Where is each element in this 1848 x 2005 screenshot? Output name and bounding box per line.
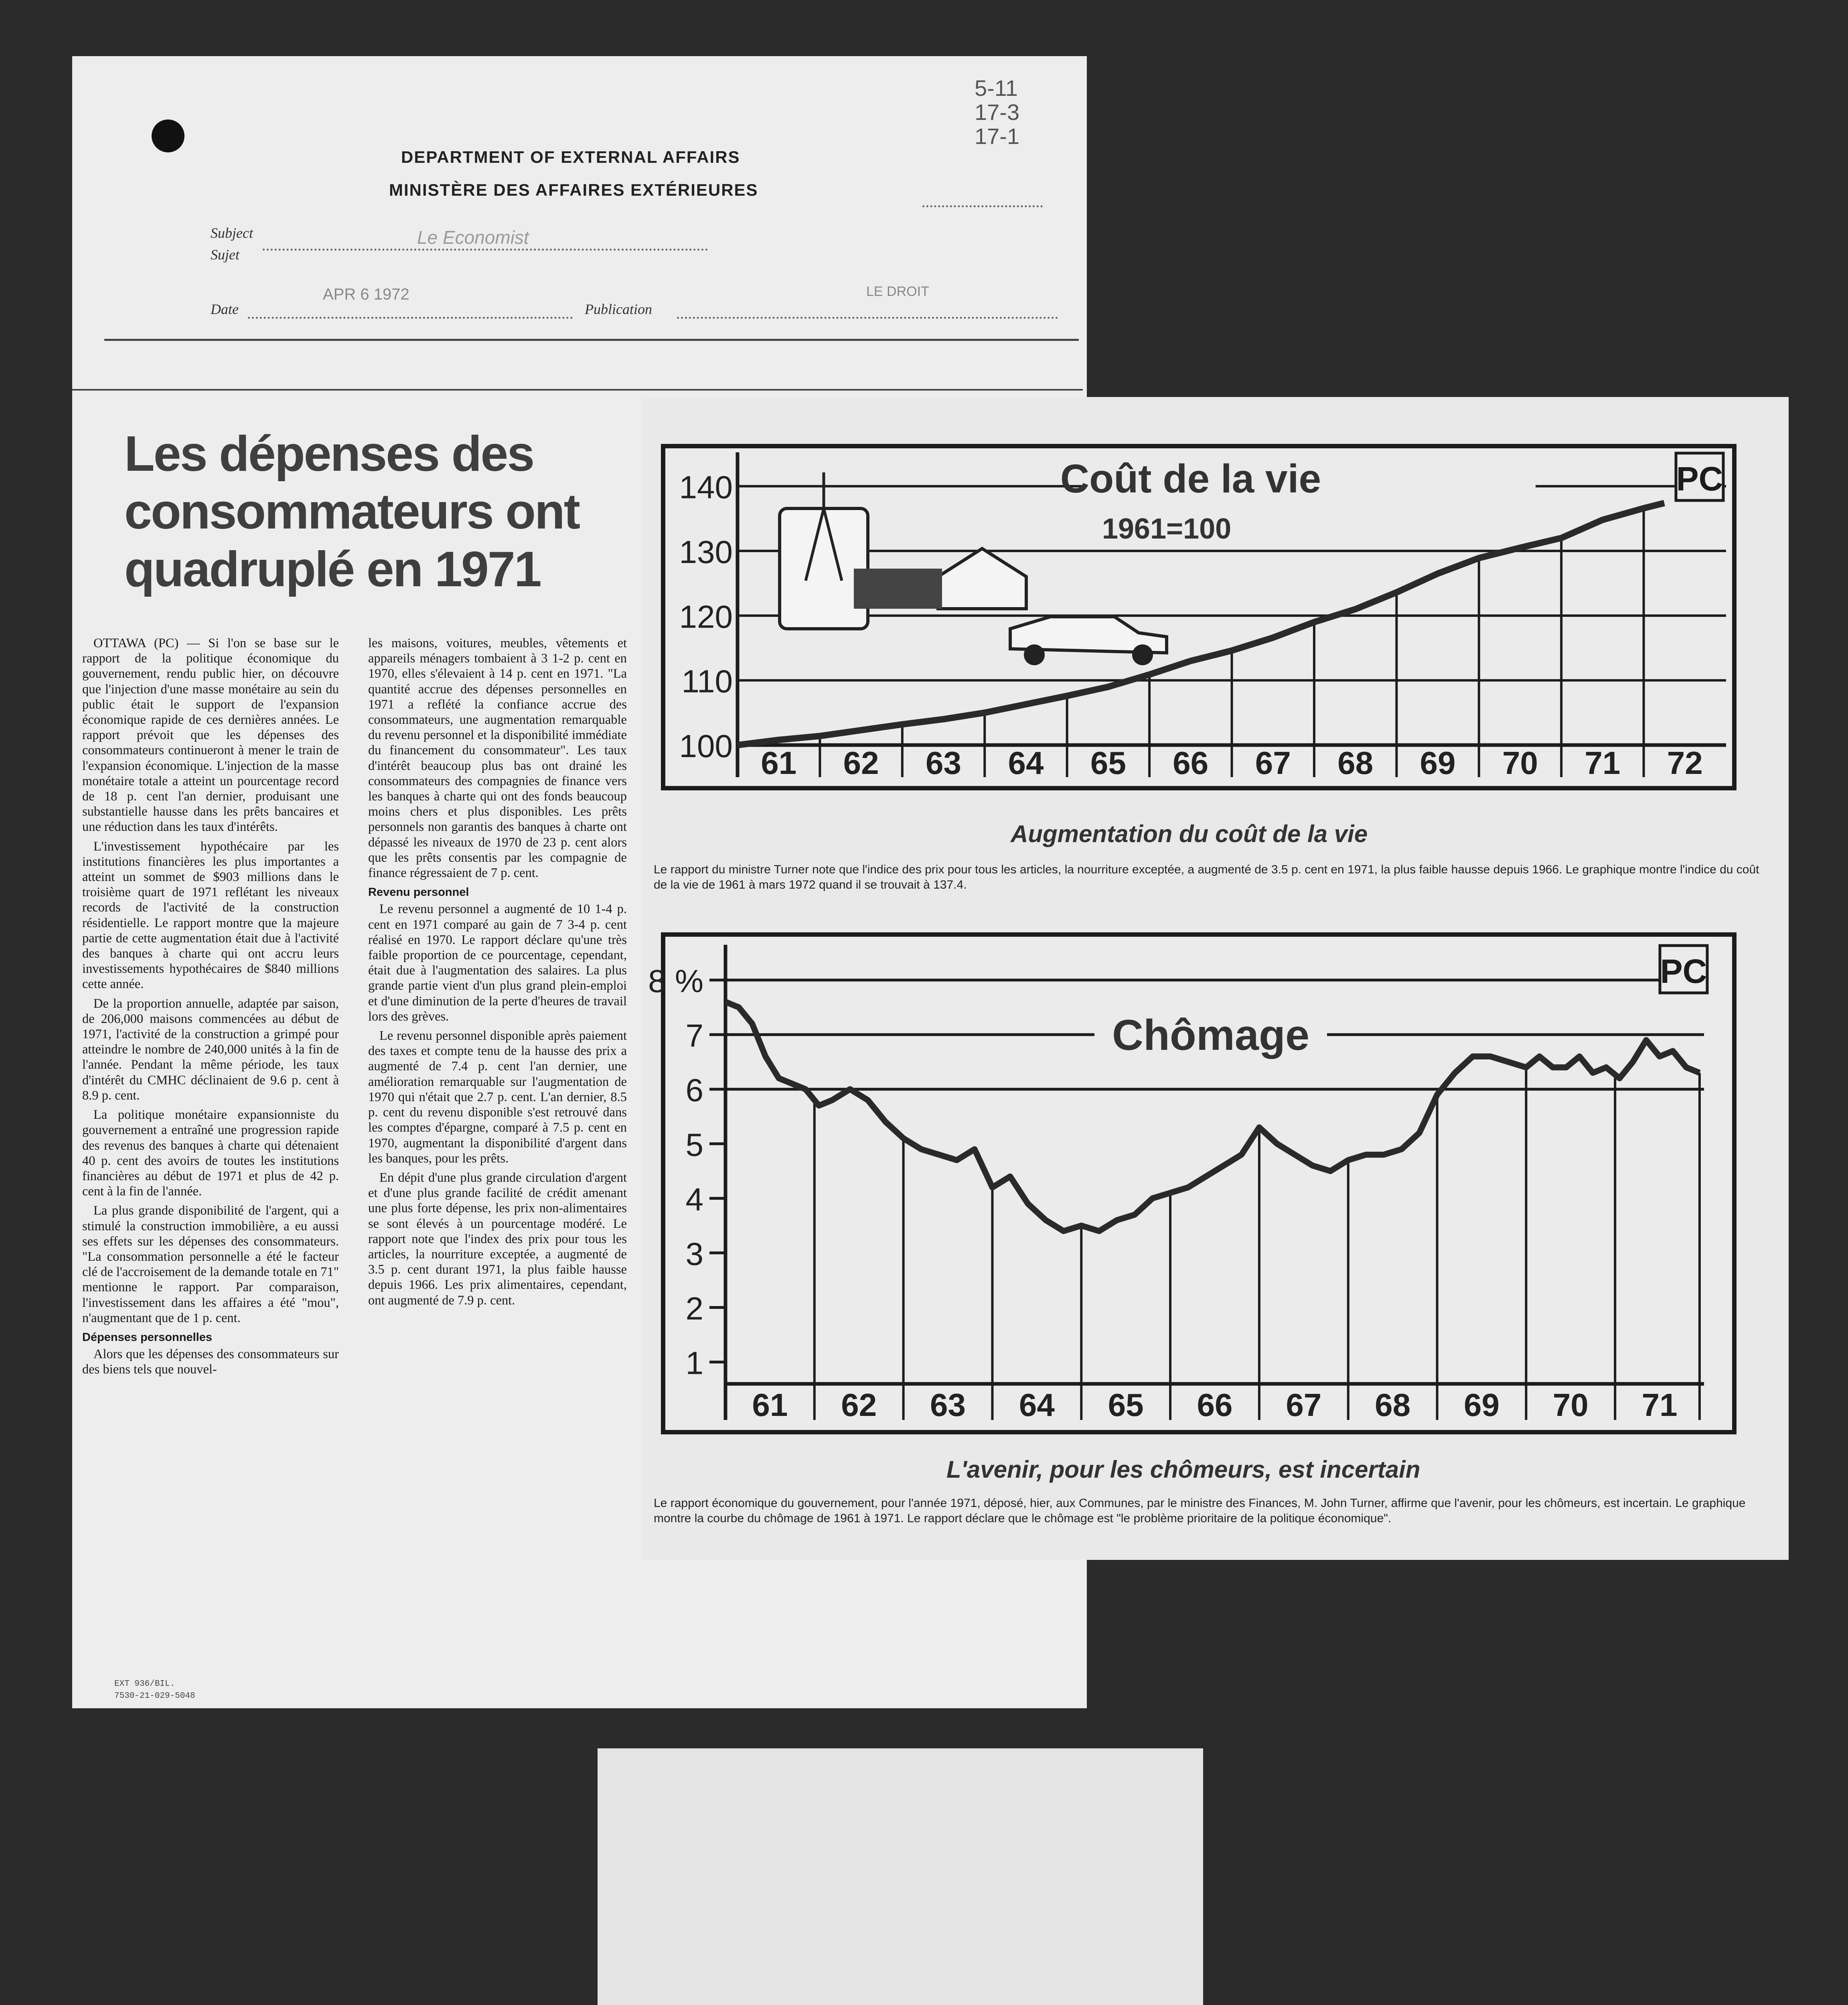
cost-of-living-chart	[661, 444, 1737, 790]
x-tick-label: 64	[1019, 1387, 1055, 1423]
date-dotline	[248, 317, 573, 319]
x-tick-label: 62	[841, 1387, 877, 1423]
x-tick-label: 61	[761, 745, 797, 781]
punch-hole	[152, 119, 184, 152]
paragraph: L'investissement hypothécaire par les institutions financières les plus importantes a atteint un sommet de $903 millions dans le troisième quart de 1971 reflétant les niveaux records de l'activité de la construction résidentielle. Le rapport montre que la majeure partie de cette augmentation était due à l'activité des banques à charte qui ont accru leurs investissements hypothécaires de $840 millions cette année.	[82, 839, 339, 992]
x-tick-label: 68	[1375, 1387, 1411, 1423]
publication-label: Publication	[585, 301, 652, 317]
x-tick-label: 67	[1286, 1387, 1322, 1423]
blank-card-stub	[598, 1748, 1203, 2005]
chart-title: Chômage	[1112, 1011, 1310, 1059]
paragraph: Alors que les dépenses des consommateurs sur des biens tels que nouvel-	[82, 1347, 339, 1377]
paragraph: La politique monétaire expansionniste du gouvernement a entraîné une progression rapide des revenus des banques à charte qui détenaient 40 p. cent des avoirs de toutes les institutions financières au début de 1971 et plus de 42 p. cent à la fin de l'année.	[82, 1108, 339, 1199]
house-illustration	[938, 549, 1026, 609]
subject-value: Le Economist	[417, 227, 529, 248]
paragraph: De la proportion annuelle, adaptée par saison, de 206,000 maisons commencées au début de 1971, l'activité de la construction a grimpé pour atteindre le nombre de 240,000 unités à la fin de l'année. Pendant la même période, les taux d'intérêt du CMHC déclinaient de 9.6 p. cent à 8.9 p. cent.	[82, 996, 339, 1103]
subheading-revenu: Revenu personnel	[368, 886, 469, 899]
x-tick-label: 63	[926, 745, 962, 781]
cost-caption-title: Augmentation du coût de la vie	[1011, 820, 1368, 847]
x-tick-label: 69	[1420, 745, 1456, 781]
department-name-fr: MINISTÈRE DES AFFAIRES EXTÉRIEURES	[389, 180, 758, 199]
y-tick-label: 2	[685, 1290, 703, 1327]
y-tick-label: 4	[685, 1181, 703, 1217]
cost-caption-text: Le rapport du ministre Turner note que l'indice des prix pour tous les articles, la nourriture exceptée, a augmenté de 3.5 p. cent en 1971, la plus faible hausse depuis 1966. Le graphique montre l'indice du coût de la vie de 1961 à mars 1972 quand il se trouvait à 137.4.	[654, 863, 1759, 891]
pc-badge: PC	[1676, 460, 1723, 498]
x-tick-label: 70	[1502, 745, 1538, 781]
y-tick-label: 8 %	[648, 963, 703, 999]
paragraph: les maisons, voitures, meubles, vêtements et appareils ménagers tombaient à 3 1-2 p. cent en 1970, elles s'élevaient à 14 p. cent en 1971. "La quantité accrue des dépenses personnelles en 1971 a reflété la confiance accrue des consommateurs, une augmentation remarquable du revenu personnel et la disponibilité immédiate du financement du consommateur". Les taux d'intérêt beaucoup plus bas ont drainé les consommateurs des compagnies de finance vers les banques à charte qui ont des fonds beaucoup moins chers et plus disponibles. Les prêts personnels non garantis des banques à charte ont dépassé les niveaux de 1970 de 23 p. cent alors que les prêts consentis par les compagnie de finance régressaient de 7 p. cent.	[368, 636, 627, 881]
y-tick-label: 6	[685, 1072, 703, 1108]
x-tick-label: 62	[843, 745, 879, 781]
subject-label: Subject	[211, 225, 253, 241]
unemployment-svg	[648, 937, 1732, 1430]
x-tick-label: 65	[1108, 1387, 1144, 1423]
paragraph: Le revenu personnel a augmenté de 10 1-4 p. cent en 1971 comparé au gain de 7 3-4 p. cent réalisé en 1970. Le rapport déclare qu'une très faible proportion de ce pourcentage, cependant, était due à l'augmentation des salaires. La plus grande partie vient d'un plus grand plein-emploi et d'une diminution de la perte d'heures de travail lors des grèves.	[368, 902, 627, 1024]
car-wheel	[1024, 644, 1045, 665]
unemployment-chart	[648, 932, 1737, 1434]
y-tick-label: 7	[685, 1018, 703, 1054]
x-tick-label: 61	[752, 1387, 788, 1423]
chart-subtitle: 1961=100	[1102, 513, 1232, 545]
house-garage	[854, 569, 942, 609]
y-tick-label: 110	[681, 663, 733, 699]
paragraph: En dépit d'une plus grande circulation d'argent et d'une plus grande facilité de crédit amenant une plus forte dépense, les prix non-alimentaires se sont élevés à un pourcentage modéré. Le rapport note que l'index des prix pour tous les articles, la nourriture exceptée, a augmenté de 3.5 p. cent durant 1971, la plus faible hausse depuis 1966. Les prix alimentaires, cependant, ont augmenté de 7.9 p. cent.	[368, 1170, 627, 1308]
paragraph: OTTAWA (PC) — Si l'on se base sur le rapport de la politique économique du gouvernement, rendu public hier, on découvre que l'injection d'une masse monétaire au sein du public était le support de l'expansion économique rapide de ces dernières années. Le rapport prévoit que les dépenses des consommateurs continueront à mener le train de l'expansion économique. L'injection de la masse monétaire totale a atteint un pourcentage record de 18 p. cent l'an dernier, produisant une substantielle hausse dans les prêts bancaires et une réduction dans les taux d'intérêts.	[82, 636, 339, 834]
x-tick-label: 66	[1197, 1387, 1233, 1423]
y-tick-label: 120	[679, 599, 733, 635]
y-tick-label: 5	[685, 1127, 703, 1163]
y-tick-label: 130	[679, 534, 733, 570]
y-tick-label: 140	[679, 469, 733, 505]
unemployment-caption-title: L'avenir, pour les chômeurs, est incertain	[946, 1456, 1420, 1483]
x-tick-label: 70	[1552, 1387, 1589, 1423]
y-tick-label: 100	[679, 728, 733, 764]
chart-title: Coût de la vie	[1060, 456, 1321, 501]
article-column-1	[82, 636, 339, 1381]
file-dotline	[922, 205, 1043, 207]
publication-dotline	[677, 317, 1058, 319]
date-stamp: APR 6 1972	[323, 286, 409, 303]
x-tick-label: 65	[1090, 745, 1126, 781]
subheading-depenses: Dépenses personnelles	[82, 1331, 212, 1344]
y-tick-label: 1	[685, 1345, 703, 1381]
header-rule	[104, 339, 1079, 341]
clipping-top-rule	[72, 389, 1083, 391]
paragraph: La plus grande disponibilité de l'argent, qui a stimulé la construction immobilière, a eu aussi ses effets sur les dépenses des consommateurs. "La consommation personnelle a été le facteur clé de l'accroisement de la demande totale en 71" mentionne le rapport. Par comparaison, l'investissement dans les affaires a été "mou", n'augmentant que de 1 p. cent.	[82, 1203, 339, 1325]
subject-dotline	[263, 249, 708, 251]
form-code: EXT 936/BIL. 7530-21-029-5048	[114, 1679, 195, 1701]
x-tick-label: 71	[1641, 1387, 1678, 1423]
x-tick-label: 69	[1463, 1387, 1499, 1423]
article-headline: Les dépenses des consommateurs ont quadruplé en 1971	[124, 426, 580, 597]
x-tick-label: 71	[1585, 745, 1621, 781]
paragraph: Le revenu personnel disponible après paiement des taxes et compte tenu de la hausse des prix a augmenté de 7.4 p. cent l'an dernier, une amélioration remarquable sur l'augmentation de 1970 qui n'était que 2.7 p. cent. L'an dernier, 8.5 p. cent du revenu disponible s'est retrouvé dans les comptes d'épargne, comparé à 7.5 p. cent en 1970, augmentant la disponibilité d'argent dans les banques, pour les prêts.	[368, 1029, 627, 1166]
chart-clipping	[642, 397, 1789, 1560]
x-tick-label: 72	[1667, 745, 1703, 781]
cost-of-living-svg	[665, 448, 1732, 786]
pc-badge: PC	[1660, 952, 1707, 990]
y-tick-label: 3	[685, 1236, 703, 1272]
x-tick-label: 68	[1337, 745, 1374, 781]
date-label: Date	[211, 301, 239, 317]
x-tick-label: 64	[1008, 745, 1044, 781]
unemployment-caption-text: Le rapport économique du gouvernement, pour l'année 1971, déposé, hier, aux Communes, par le ministre des Finances, M. John Turner, affirme que l'avenir, pour les chômeurs, est incertain. Le graphique montre la courbe du chômage de 1961 à 1971. Le rapport déclare que le chômage est "le problème prioritaire de la politique économique".	[654, 1497, 1746, 1525]
x-tick-label: 67	[1255, 745, 1291, 781]
x-tick-label: 63	[930, 1387, 966, 1423]
sujet-label: Sujet	[211, 247, 239, 263]
publication-stamp: LE DROIT	[866, 284, 929, 299]
article-column-2	[368, 636, 627, 1312]
car-wheel	[1132, 644, 1153, 665]
x-tick-label: 66	[1173, 745, 1209, 781]
department-name-en: DEPARTMENT OF EXTERNAL AFFAIRS	[401, 148, 740, 166]
file-number-marks: 5-11 17-3 17-1	[975, 75, 1020, 149]
